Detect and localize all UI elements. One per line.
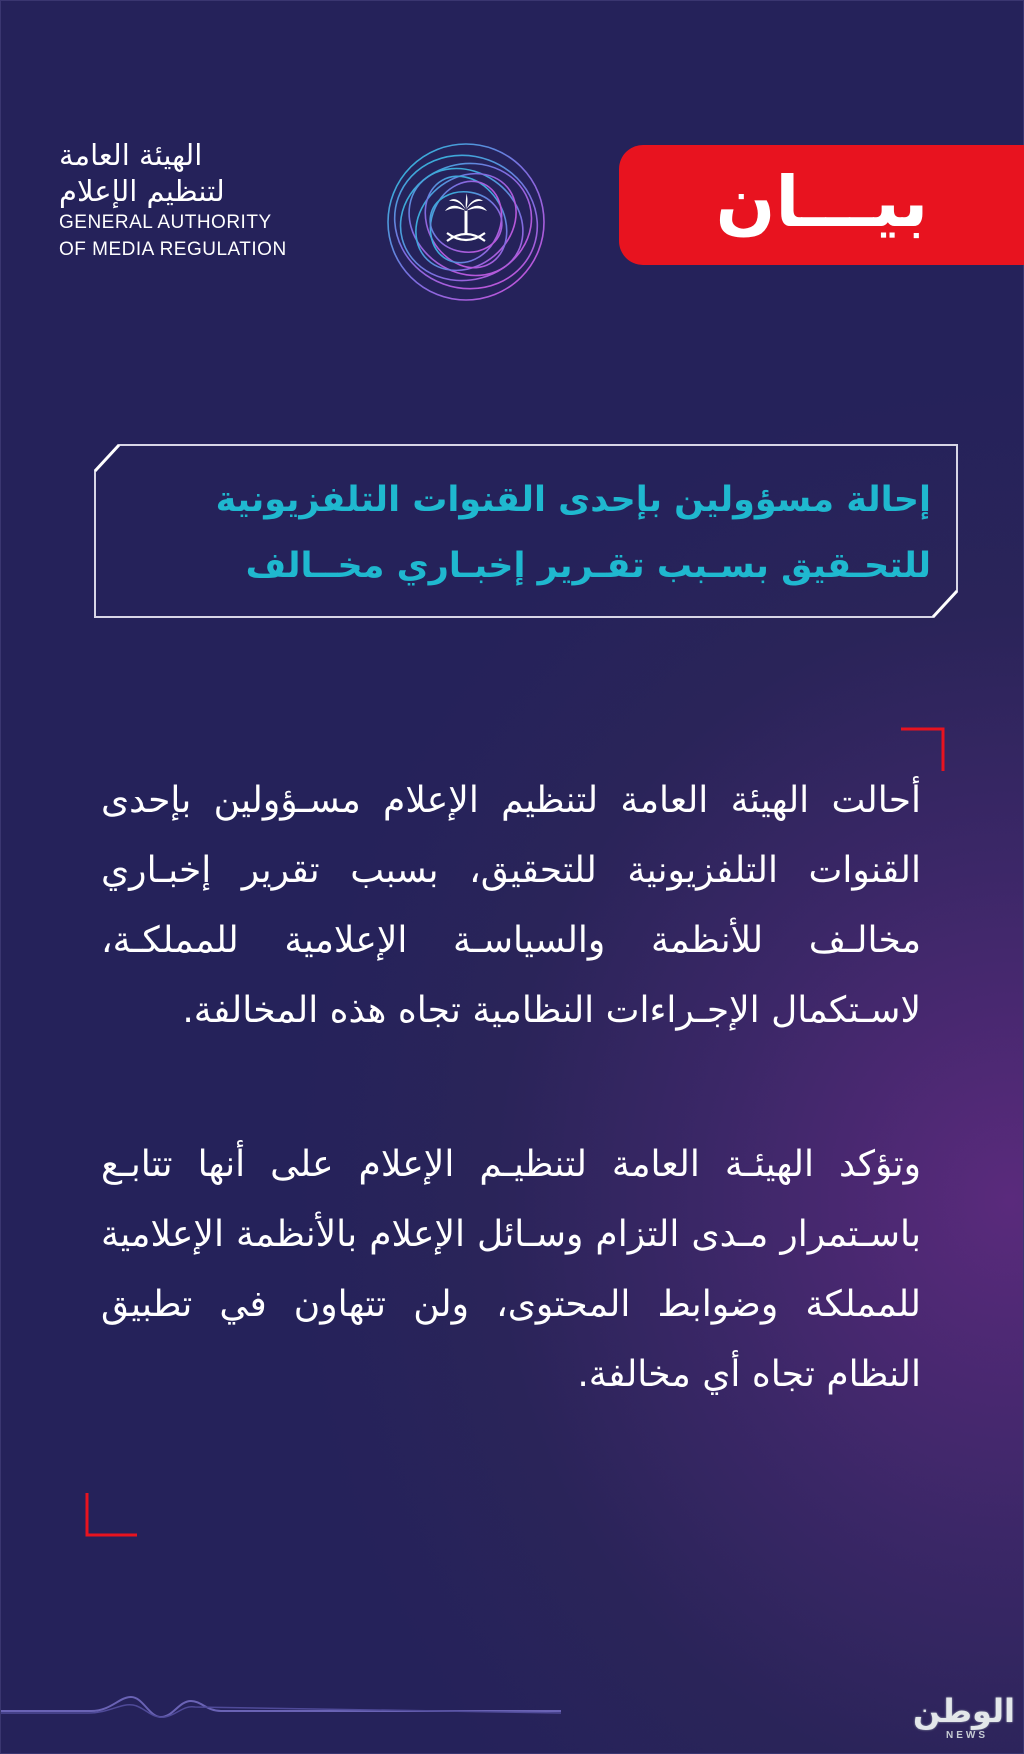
body-paragraph-1: أحالت الهيئة العامة لتنظيم الإعلام مسـؤولين بإحدى القنوات التلفزيونية للتحقيق، بسبب تقرير إخبـاري مخالـف للأنظمة والسياسـة الإعلامية للمملكـة، لاسـتكمال الإجـراءات النظامية تجاه هذه المخالفة. (101, 780, 921, 1031)
watermark-logo (913, 1691, 1015, 1747)
headline-box (91, 441, 961, 621)
logo-english-line1: GENERAL AUTHORITY (59, 212, 272, 233)
watermark-english: NEWS (946, 1730, 988, 1741)
bottom-left-corner-bracket (85, 1491, 139, 1539)
logo-arabic-line2: لتنظيم الإعلام (59, 174, 225, 208)
logo-arabic-line1: الهيئة العامة (59, 138, 203, 172)
body-paragraph-2: وتؤكد الهيئـة العامة لتنظيـم الإعلام على أنها تتابـع باسـتمرار مـدى التزام وسـائل الإعلام بالأنظمة الإعلامية للمملكة وضوابط المحتوى، ولن تتهاون في تطبيق النظام تجاه أي مخالفة. (101, 1144, 921, 1395)
palm-and-swords-icon (445, 193, 487, 241)
headline-line1: إحالة مسؤولين بإحدى القنوات التلفزيونية (215, 480, 931, 520)
authority-logo-text (59, 137, 359, 263)
statement-badge (619, 145, 1024, 265)
authority-emblem-icon (383, 139, 549, 305)
header (1, 121, 1024, 321)
statement-body (101, 766, 921, 1410)
statement-badge-label: بيـــان (715, 161, 929, 243)
headline (131, 467, 931, 599)
decorative-wave-line (1, 1689, 561, 1723)
headline-line2: للتحـقيق بسـبب تقـرير إخبـاري مخــالف (245, 546, 931, 586)
watermark-arabic: الوطن (913, 1692, 1015, 1730)
logo-english-line2: OF MEDIA REGULATION (59, 239, 287, 260)
